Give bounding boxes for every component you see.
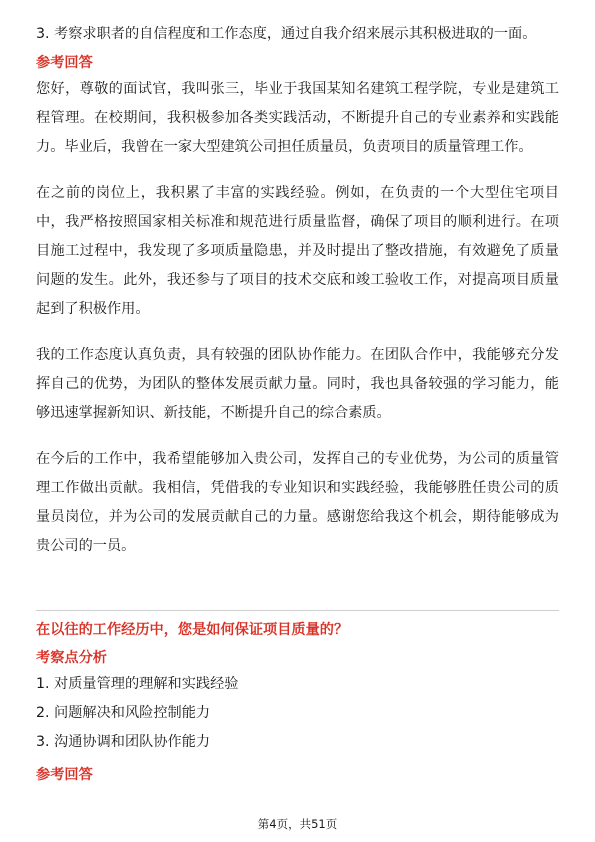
analysis-item: 1. 对质量管理的理解和实践经验 (36, 676, 239, 692)
page-number: 第4页，共51页 (257, 817, 338, 831)
answer-heading: 参考回答 (36, 55, 93, 71)
answer-paragraph: 在之前的岗位上，我积累了丰富的实践经验。例如，在负责的一个大型住宅项目中，我严格按照国家相关标准和规范进行质量监督，确保了项目的顺利进行。在项目施工过程中，我发现了多项质量隐患，并及时提出了整改措施，有效避免了质量问题的发生。此外，我还参与了项目的技术交底和竣工验收工作，对提高项目质量起到了积极作用。 (36, 185, 559, 317)
document-page (36, 0, 559, 561)
question-heading: 在以往的工作经历中，您是如何保证项目质量的？ (36, 622, 349, 638)
section-divider (36, 610, 559, 611)
answer-paragraph: 在今后的工作中，我希望能够加入贵公司，发挥自己的专业优势，为公司的质量管理工作做出贡献。我相信，凭借我的专业知识和实践经验，我能够胜任贵公司的质量员岗位，并为公司的发展贡献自己的力量。感谢您给我这个机会，期待能够成为贵公司的一员。 (36, 451, 559, 554)
question-item-3: 3. 考察求职者的自信程度和工作态度，通过自我介绍来展示其积极进取的一面。 (36, 26, 537, 42)
analysis-item: 3. 沟通协调和团队协作能力 (36, 734, 211, 750)
analysis-heading: 考察点分析 (36, 650, 107, 666)
answer-paragraph: 您好，尊敬的面试官，我叫张三，毕业于我国某知名建筑工程学院，专业是建筑工程管理。在校期间，我积极参加各类实践活动，不断提升自己的专业素养和实践能力。毕业后，我曾在一家大型建筑公司担任质量员，负责项目的质量管理工作。 (36, 81, 559, 155)
analysis-item: 2. 问题解决和风险控制能力 (36, 705, 211, 721)
answer-paragraph: 我的工作态度认真负责，具有较强的团队协作能力。在团队合作中，我能够充分发挥自己的优势，为团队的整体发展贡献力量。同时，我也具备较强的学习能力，能够迅速掌握新知识、新技能，不断提升自己的综合素质。 (36, 347, 559, 421)
answer-heading: 参考回答 (36, 767, 93, 783)
question-section (36, 620, 559, 785)
